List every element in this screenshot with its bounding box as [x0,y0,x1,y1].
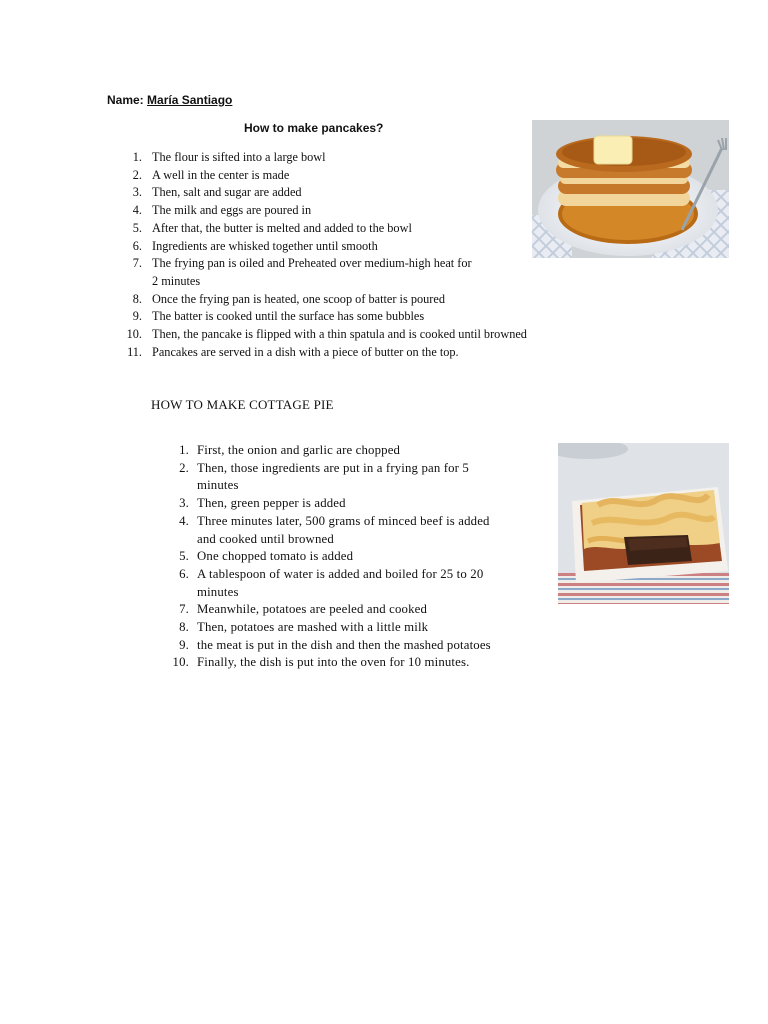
step-text-continued: 2 minutes [152,273,201,288]
step-text: Then, green pepper is added [197,496,346,511]
step-text: Pancakes are served in a dish with a piece of butter on the top. [152,344,459,359]
list-item [127,344,582,362]
step-text: One chopped tomato is added [197,549,354,564]
step-number: 3. [179,496,189,511]
list-item [126,326,582,344]
cottage-pie-title: HOW TO MAKE COTTAGE PIE [151,397,334,412]
step-text: The batter is cooked until the surface has some bubbles [152,309,425,324]
step-number: 8. [132,291,142,306]
step-text: Three minutes later, 500 grams of minced beef is added [197,513,490,528]
step-text-continued: and cooked until browned [197,531,334,546]
step-text: the meat is put in the dish and then the mashed potatoes [197,637,491,652]
list-item [179,495,542,513]
step-text: The frying pan is oiled and Preheated over medium-high heat for [152,256,472,271]
step-text: The milk and eggs are poured in [152,203,312,218]
list-item [179,619,542,637]
step-text: First, the onion and garlic are chopped [197,443,401,457]
list-item [132,255,582,290]
step-text: The flour is sifted into a large bowl [152,150,326,164]
step-number: 11. [127,344,142,359]
step-number: 3. [132,185,142,200]
step-number: 2. [132,167,142,182]
list-item [179,601,542,619]
step-number: 9. [132,309,142,324]
cottage-pie-steps-list [172,442,542,672]
list-item [132,291,582,309]
step-number: 2. [179,460,189,475]
list-item [132,184,582,202]
step-text: Then, potatoes are mashed with a little milk [197,620,429,635]
list-item [179,548,542,566]
step-number: 7. [179,602,189,617]
pancakes-title: How to make pancakes? [244,121,384,135]
step-number: 5. [179,549,189,564]
step-number: 9. [179,637,189,652]
list-item [132,220,582,238]
list-item [132,202,582,220]
list-item [132,308,582,326]
step-text: Meanwhile, potatoes are peeled and cooked [197,602,428,617]
step-text: Then, those ingredients are put in a frying pan for 5 [197,460,469,475]
step-number: 4. [179,513,189,528]
step-number: 1. [179,443,189,457]
student-name-line [107,93,232,107]
step-number: 7. [132,256,142,271]
name-label: Name: [107,93,144,107]
list-item [179,460,542,495]
student-name: María Santiago [147,93,233,107]
cottage-pie-photo [558,443,729,604]
list-item [179,442,542,460]
step-text: Ingredients are whisked together until smooth [152,238,378,253]
step-text: Then, salt and sugar are added [152,185,302,200]
step-number: 8. [179,620,189,635]
step-text: Then, the pancake is flipped with a thin spatula and is cooked until browned [152,327,527,342]
step-number: 6. [179,566,189,581]
step-text-continued: minutes [197,478,239,493]
pancake-steps-list [126,149,582,361]
list-item [132,167,582,185]
list-item [132,149,582,167]
list-item [179,566,542,601]
step-number: 10. [172,655,189,670]
step-text: After that, the butter is melted and added to the bowl [152,220,412,235]
step-text: Finally, the dish is put into the oven for 10 minutes. [197,655,470,670]
step-number: 4. [132,203,142,218]
step-text: Once the frying pan is heated, one scoop of batter is poured [152,291,445,306]
step-text: A tablespoon of water is added and boiled for 25 to 20 [197,566,484,581]
step-number: 6. [132,238,142,253]
step-text-continued: minutes [197,584,239,599]
list-item [179,513,542,548]
step-number: 10. [126,327,142,342]
list-item [132,238,582,256]
pancake-stack-photo [532,120,729,258]
list-item [179,637,542,655]
list-item [172,654,542,672]
step-number: 5. [132,220,142,235]
step-text: A well in the center is made [152,167,290,182]
step-number: 1. [132,150,142,164]
